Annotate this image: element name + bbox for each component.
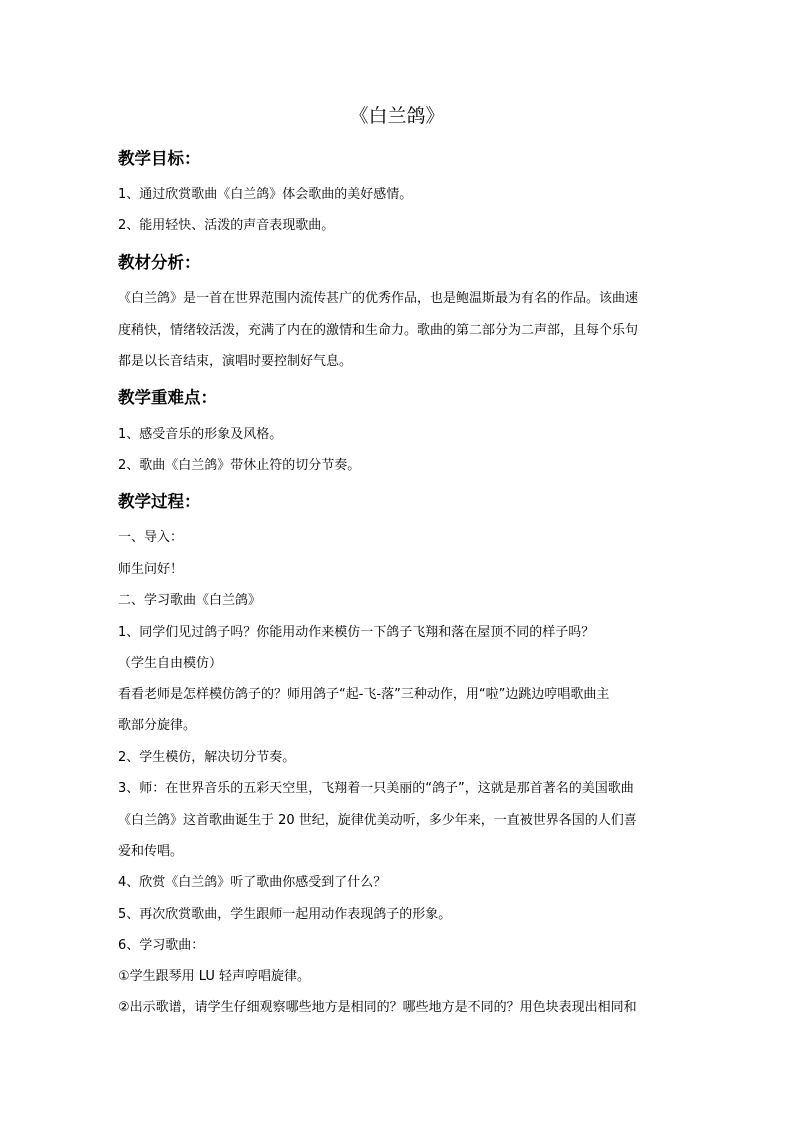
paragraph-line: 3、师：在世界音乐的五彩天空里，飞翔着一只美丽的“鸽子”，这就是那首著名的美国歌曲 — [118, 781, 634, 796]
paragraph-line: 看看老师是怎样模仿鸽子的？师用鸽子“起-飞-落”三种动作，用“啦”边跳边哼唱歌曲主 — [118, 687, 610, 702]
section-heading-key-points: 教学重难点： — [118, 388, 217, 407]
section-heading-objectives: 教学目标： — [118, 149, 201, 168]
paragraph-line: 二、学习歌曲《白兰鸽》 — [118, 593, 262, 608]
paragraph-line: （学生自由模仿） — [118, 656, 223, 671]
paragraph-line: 《白兰鸽》这首歌曲诞生于 20 世纪，旋律优美动听，多少年来，一直被世界各国的人们喜 — [118, 813, 637, 828]
document-title: 《白兰鸽》 — [349, 105, 445, 127]
section-heading-analysis: 教材分析： — [118, 253, 201, 272]
paragraph-line: ①学生跟琴用 LU 轻声哼唱旋律。 — [118, 969, 311, 984]
paragraph-line: 5、再次欣赏歌曲，学生跟师一起用动作表现鸽子的形象。 — [118, 907, 452, 922]
section-heading-process: 教学过程： — [118, 492, 201, 511]
paragraph-line: 1、同学们见过鸽子吗？你能用动作来模仿一下鸽子飞翔和落在屋顶不同的样子吗？ — [118, 625, 595, 640]
paragraph-line: 1、通过欣赏歌曲《白兰鸽》体会歌曲的美好感情。 — [118, 187, 413, 202]
paragraph-line: 歌部分旋律。 — [118, 718, 197, 733]
paragraph-line: 师生问好！ — [118, 562, 184, 577]
paragraph-line: 一、导入： — [118, 530, 184, 545]
paragraph-line: 度稍快，情绪较活泼，充满了内在的激情和生命力。歌曲的第二部分为二声部，且每个乐句 — [118, 323, 639, 338]
paragraph-line: 6、学习歌曲： — [118, 938, 205, 953]
paragraph-line: 1、感受音乐的形象及风格。 — [118, 427, 283, 442]
paragraph-line: 2、能用轻快、活泼的声音表现歌曲。 — [118, 218, 335, 233]
paragraph-line: 《白兰鸽》是一首在世界范围内流传甚广的优秀作品，也是鲍温斯最为有名的作品。该曲速 — [118, 291, 639, 306]
paragraph-line: 4、欣赏《白兰鸽》听了歌曲你感受到了什么？ — [118, 875, 387, 890]
paragraph-line: 爱和传唱。 — [118, 844, 184, 859]
paragraph-line: ②出示歌谱，请学生仔细观察哪些地方是相同的？哪些地方是不同的？用色块表现出相同和 — [118, 1000, 637, 1015]
paragraph-line: 2、学生模仿，解决切分节奏。 — [118, 750, 296, 765]
paragraph-line: 2、歌曲《白兰鸽》带休止符的切分节奏。 — [118, 458, 361, 473]
paragraph-line: 都是以长音结束，演唱时要控制好气息。 — [118, 354, 353, 369]
